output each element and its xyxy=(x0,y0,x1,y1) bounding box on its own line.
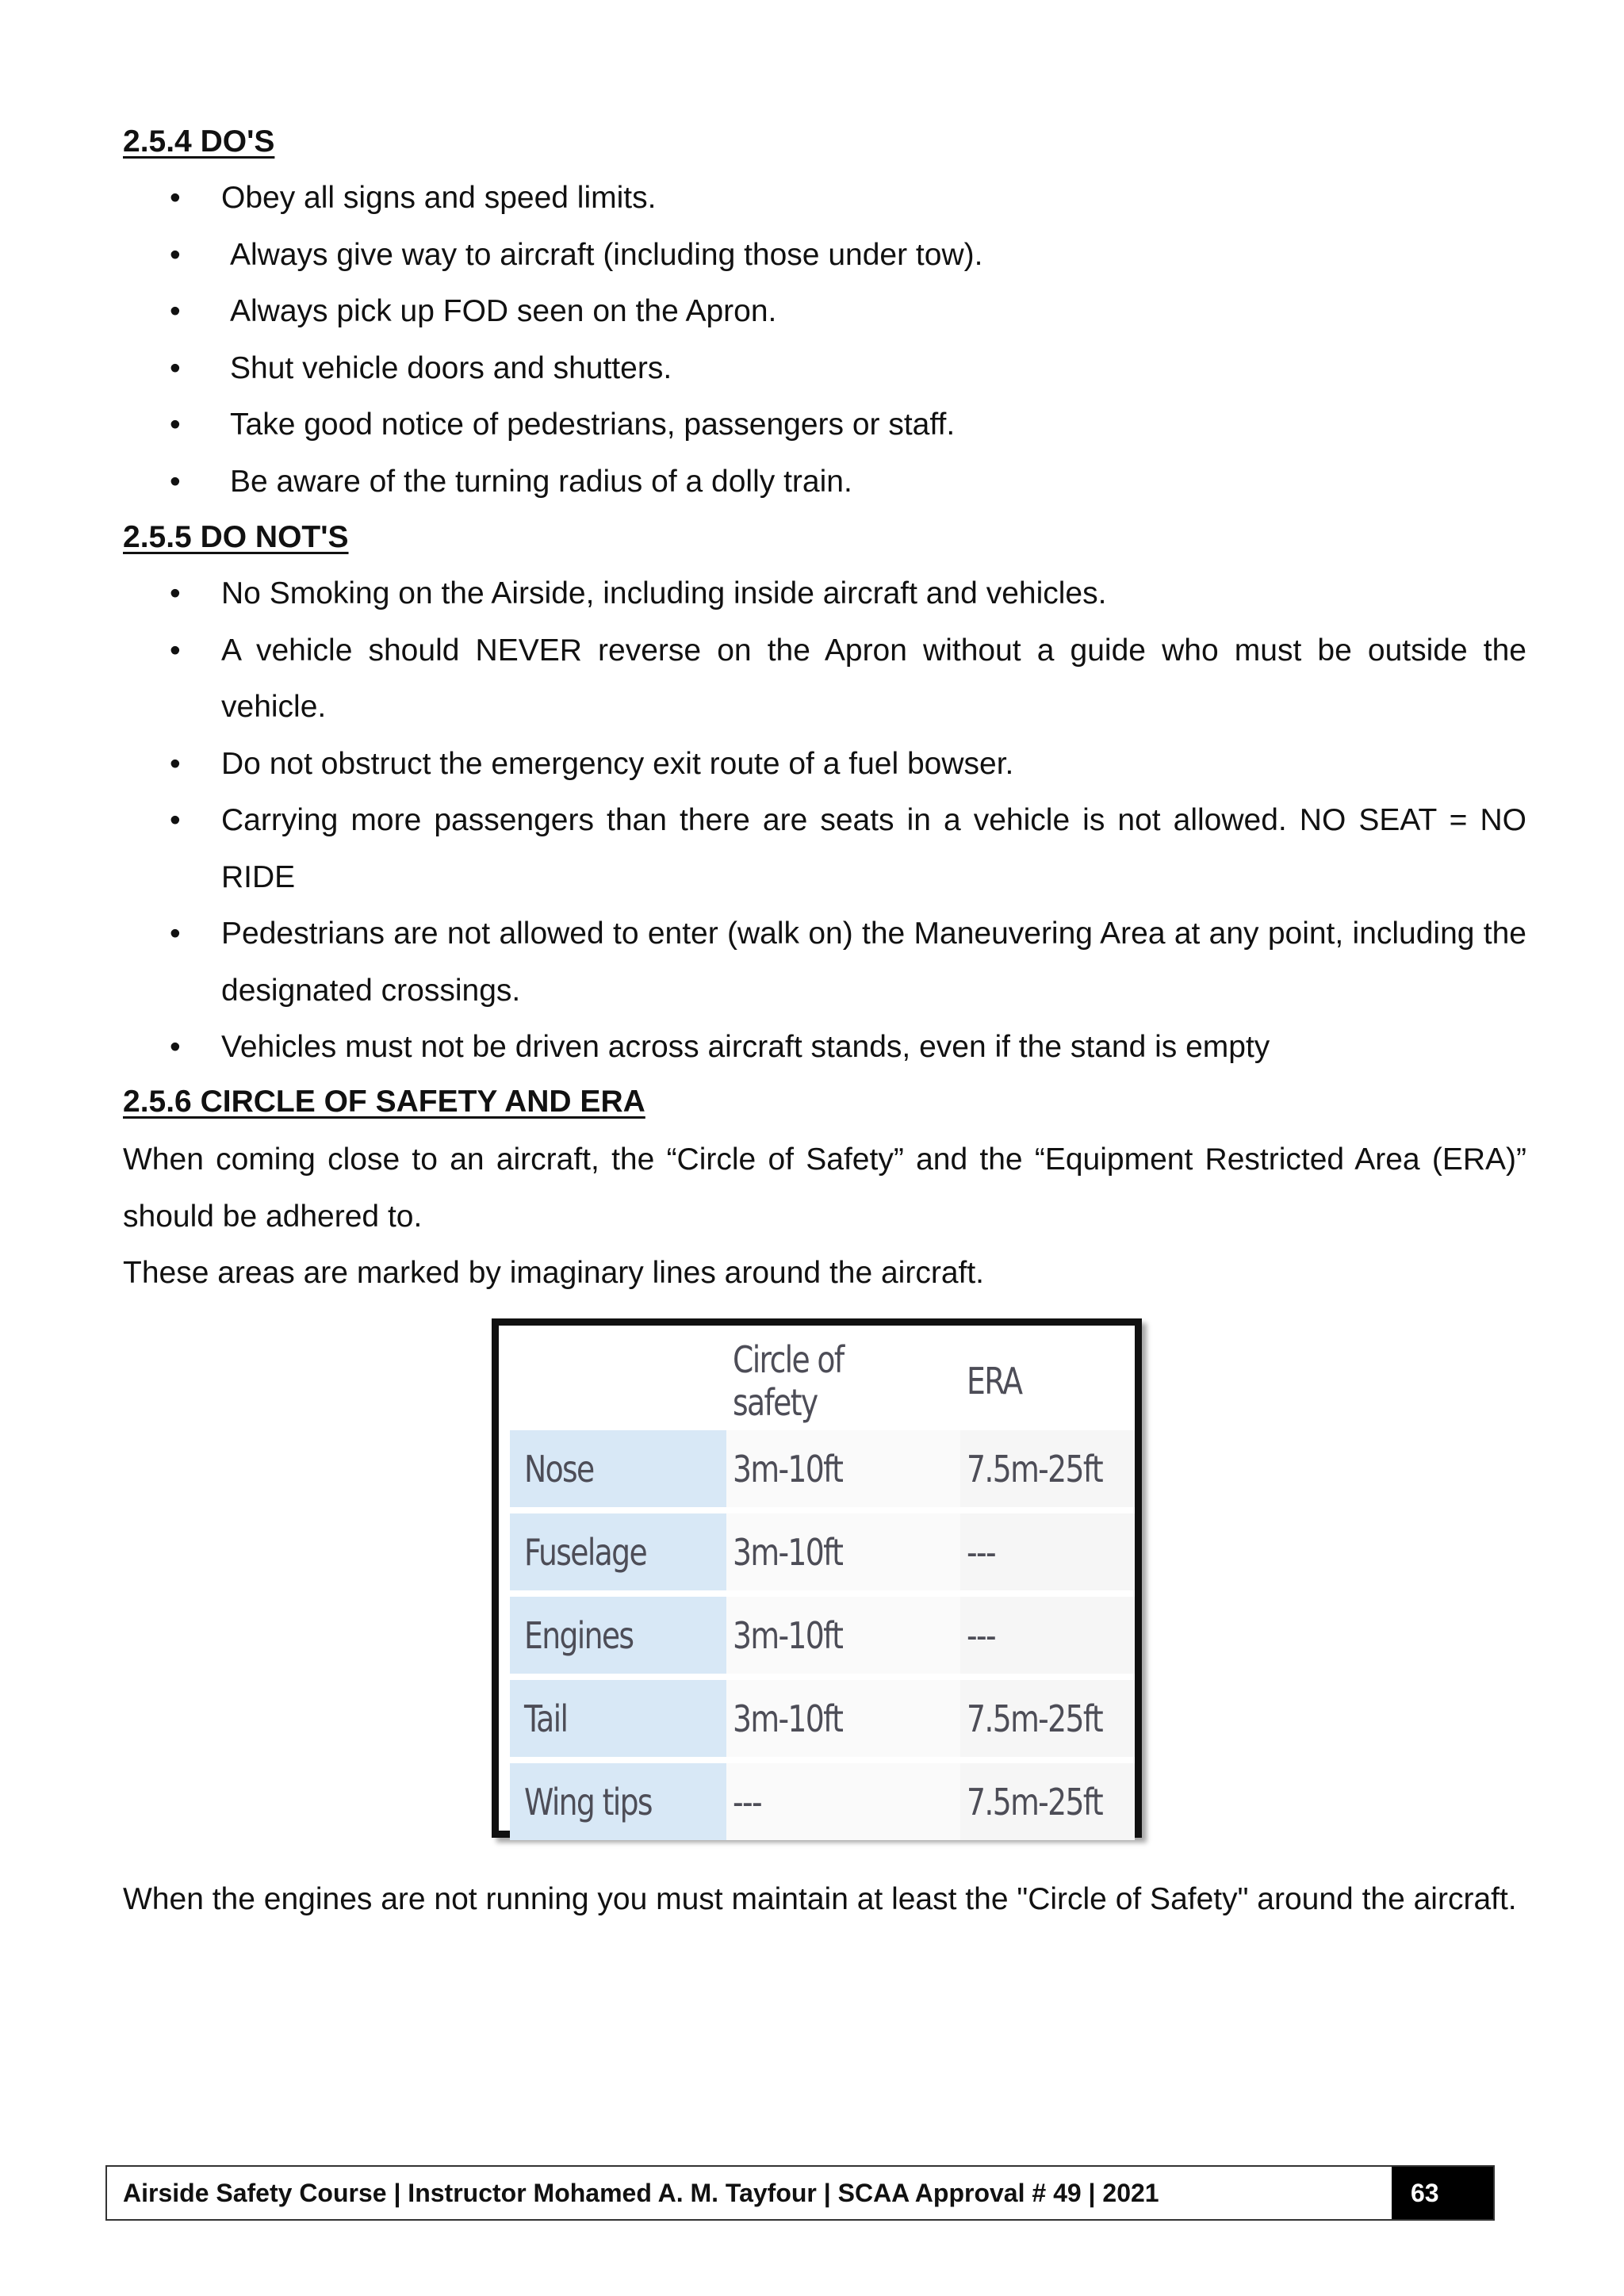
table-cell-circle: 3m-10ft xyxy=(726,1430,960,1507)
bullet-icon: • xyxy=(170,464,181,499)
table-row xyxy=(510,1430,1135,1507)
table-cell-circle: --- xyxy=(726,1763,960,1840)
engines-off-paragraph: When the engines are not running you must maintain at least the "Circle of Safety" around the aircraft. xyxy=(123,1882,1517,1916)
list-item: • Always give way to aircraft (including those under tow). xyxy=(0,227,1526,284)
list-item: • Pedestrians are not allowed to enter (walk on) the Maneuvering Area at any point, including the designated crossings. xyxy=(0,905,1526,1019)
bullet-icon: • xyxy=(170,576,181,610)
dos-list xyxy=(0,170,1526,510)
table-row xyxy=(510,1763,1135,1840)
table-cell-era: 7.5m-25ft xyxy=(960,1763,1135,1840)
bullet-icon: • xyxy=(170,633,181,668)
circle-of-safety-table-image xyxy=(492,1318,1142,1838)
table-cell-circle: 3m-10ft xyxy=(726,1513,960,1590)
table-cell-circle: 3m-10ft xyxy=(726,1597,960,1674)
table-cell-part: Fuselage xyxy=(510,1513,726,1590)
list-item: • Vehicles must not be driven across aircraft stands, even if the stand is empty xyxy=(0,1019,1526,1076)
bullet-icon: • xyxy=(170,916,181,951)
section-heading-circle-of-safety: 2.5.6 CIRCLE OF SAFETY AND ERA xyxy=(123,1085,645,1119)
donts-list xyxy=(0,565,1526,1076)
list-item: • Shut vehicle doors and shutters. xyxy=(0,340,1526,397)
page-footer xyxy=(105,2165,1495,2221)
section-heading-donts: 2.5.5 DO NOT'S xyxy=(123,520,349,554)
bullet-icon: • xyxy=(170,237,181,272)
bullet-icon: • xyxy=(170,803,181,837)
table-header-cell xyxy=(510,1338,726,1424)
list-item: • Be aware of the turning radius of a dolly train. xyxy=(0,453,1526,511)
list-item: • Take good notice of pedestrians, passengers or staff. xyxy=(0,396,1526,453)
list-item: • Do not obstruct the emergency exit route of a fuel bowser. xyxy=(0,736,1526,793)
footer-course-info: Airside Safety Course | Instructor Mohamed A. M. Tayfour | SCAA Approval # 49 | 2021 xyxy=(123,2179,1159,2207)
table-header-cell: Circle of safety xyxy=(733,1338,844,1424)
page-number: 63 xyxy=(1392,2167,1493,2219)
bullet-icon: • xyxy=(170,1030,181,1064)
bullet-icon: • xyxy=(170,294,181,328)
list-item: • Obey all signs and speed limits. xyxy=(0,170,1526,227)
bullet-icon: • xyxy=(170,408,181,442)
bullet-icon: • xyxy=(170,181,181,215)
section-heading-dos: 2.5.4 DO'S xyxy=(123,124,275,159)
table-cell-part: Engines xyxy=(510,1597,726,1674)
table-header-row xyxy=(510,1338,1135,1424)
circle-areas-paragraph: These areas are marked by imaginary lines around the aircraft. xyxy=(123,1256,985,1290)
table-cell-circle: 3m-10ft xyxy=(726,1680,960,1757)
list-item: • Always pick up FOD seen on the Apron. xyxy=(0,283,1526,340)
list-item: • A vehicle should NEVER reverse on the Apron without a guide who must be outside the vehicle. xyxy=(0,622,1526,736)
table-header-cell: ERA xyxy=(967,1360,1022,1402)
circle-of-safety-table xyxy=(510,1332,1135,1846)
table-cell-era: 7.5m-25ft xyxy=(960,1680,1135,1757)
list-item: • Carrying more passengers than there are seats in a vehicle is not allowed. NO SEAT = NO RIDE xyxy=(0,792,1526,905)
table-cell-era: --- xyxy=(960,1597,1135,1674)
circle-intro-paragraph: When coming close to an aircraft, the “Circle of Safety” and the “Equipment Restricted Area (ERA)” should be adhered to. xyxy=(123,1142,1526,1234)
bullet-icon: • xyxy=(170,350,181,385)
table-row xyxy=(510,1597,1135,1674)
table-row xyxy=(510,1680,1135,1757)
table-cell-part: Wing tips xyxy=(510,1763,726,1840)
table-cell-part: Nose xyxy=(510,1430,726,1507)
table-cell-part: Tail xyxy=(510,1680,726,1757)
table-cell-era: --- xyxy=(960,1513,1135,1590)
list-item: • No Smoking on the Airside, including inside aircraft and vehicles. xyxy=(0,565,1526,622)
table-row xyxy=(510,1513,1135,1590)
bullet-icon: • xyxy=(170,746,181,781)
table-cell-era: 7.5m-25ft xyxy=(960,1430,1135,1507)
